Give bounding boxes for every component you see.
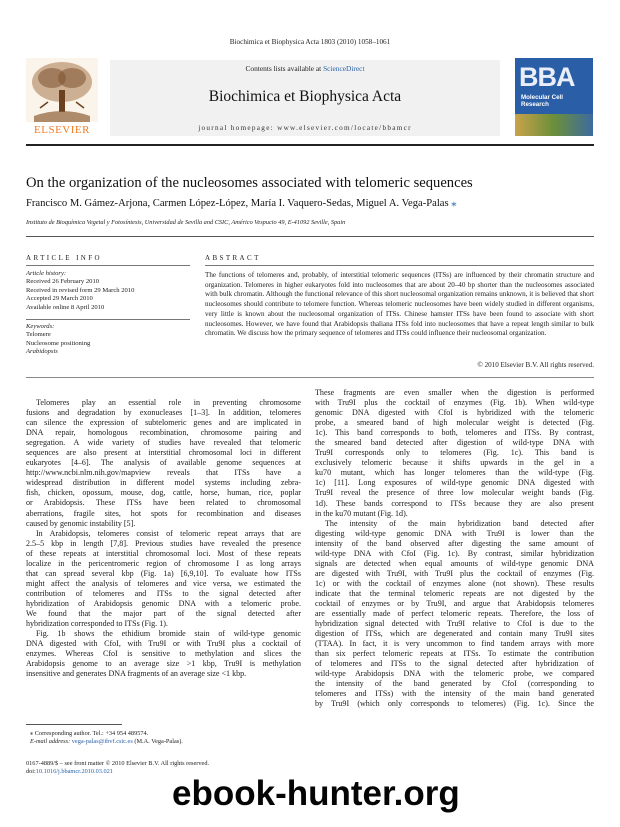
contents-line: [110, 64, 500, 73]
body-line-right: wild-type Arabidopsis DNA with the telomeric probe, we compared: [315, 669, 594, 679]
elsevier-wordmark: ELSEVIER: [34, 124, 90, 136]
article-history: [26, 270, 190, 312]
abstract-rule: [205, 265, 594, 266]
journal-homepage[interactable]: journal homepage: www.elsevier.com/locate/bbamcr: [198, 124, 412, 132]
sciencedirect-link[interactable]: ScienceDirect: [323, 64, 365, 73]
body-line-right: the intensity of the band generated by CfoI (corresponding to: [315, 679, 594, 689]
body-line-left: contribution of telomeres and ITSs to the signal detected after: [26, 588, 301, 598]
body-line-left: enzymes. Whereas CfoI is sensitive to methylation and slices the: [26, 649, 301, 659]
body-line-right: are digested with Tru9I, with Tru9I plus the cocktail of enzymes (Fig.: [315, 568, 594, 578]
body-line-right: Tru9I reveal the presence of three low molecular weight bands (Fig.: [315, 488, 594, 498]
body-line-right: the smeared band detected after digestion of wild-type DNA with: [315, 438, 594, 448]
body-line-right: digesting wild-type genomic DNA with Tru9I is lower than the: [315, 528, 594, 538]
cover-subtitle: Molecular Cell Research: [521, 94, 563, 108]
tree-icon: [26, 58, 98, 122]
body-line-right: exclusively telomeric because it shifts upwards in the gel in a: [315, 458, 594, 468]
author-list: [26, 197, 594, 209]
body-line-left: Arabidopsis genome to an average size >1 kbp, Tru9I is methylation: [26, 659, 301, 669]
body-line-right: intensity of the band observed after digesting the same amount of: [315, 538, 594, 548]
watermark: ebook-hunter.org: [172, 774, 460, 813]
history-label: Article history:: [26, 270, 67, 277]
body-line-left: eukaryotes [4–6]. The analysis of available genome sequences at: [26, 458, 301, 468]
title-rule: [26, 236, 594, 237]
body-line-left: segregation. A wide variety of studies have revealed that telomeric: [26, 438, 301, 448]
journal-name: Biochimica et Biophysica Acta: [208, 88, 402, 105]
body-line-right: are essentially made of perfect telomeric repeats. Therefore, the loss of: [315, 609, 594, 619]
keywords-label: Keywords:: [26, 323, 55, 330]
article-info-heading: ARTICLE INFO: [26, 254, 103, 262]
body-line-right: than six perfect telomeric repeats at ITSs. To estimate the contribution: [315, 649, 594, 659]
body-line-left: We found that the major part of the signal detected after: [26, 608, 301, 618]
keywords: [26, 323, 190, 357]
body-line-left: fish, chicken, opossum, mouse, dog, cattle, horse, human, rice, poplar: [26, 488, 301, 498]
body-line-left: widespread distribution in different model systems including zebra-: [26, 478, 301, 488]
running-head: Biochimica et Biophysica Acta 1803 (2010) 1058–1061: [229, 38, 391, 46]
keywords-rule: [26, 319, 190, 320]
body-line-right: of telomeres and ITSs to the signal detected after hybridization of: [315, 659, 594, 669]
abstract-heading: ABSTRACT: [205, 254, 261, 262]
body-line-left: can silence the expression of subtelomeric genes and are implicated in: [26, 418, 301, 428]
abstract-bottom-rule: [26, 377, 594, 378]
body-line-left: caused by genomic instability [5].: [26, 518, 136, 528]
body-line-left: DNA repair, homologous recombination, chromosome pairing and: [26, 428, 301, 438]
cover-title: BBA: [519, 62, 575, 92]
email-label: E-mail address:: [30, 738, 72, 745]
body-line-right: probe, a smeared band of high molecular weight is detected (Fig.: [315, 418, 594, 428]
affiliation: Instituto de Bioquímica Vegetal y Fotosíntesis, Universidad de Sevilla and CSIC, Américo Vespucio 49, E-41092 Seville, Spain: [26, 219, 346, 226]
history-revised: Received in revised form 29 March 2010: [26, 286, 135, 294]
email-suffix: (M.A. Vega-Palas).: [132, 738, 183, 745]
body-column-right: [315, 388, 594, 710]
body-line-right: These fragments are even smaller when the digestion is performed: [315, 388, 594, 397]
body-line-left: insensitive and generates DNA fragments of an average size <1 kbp.: [26, 669, 247, 679]
history-online: Available online 8 April 2010: [26, 303, 105, 311]
cover-image-band: [515, 114, 593, 136]
body-line-right: The intensity of the main hybridization band detected after: [325, 518, 594, 528]
article-title: On the organization of the nucleosomes associated with telomeric sequences: [26, 175, 473, 191]
keyword-1: Telomere: [26, 331, 51, 339]
body-line-left: 2.5–5 kbp in length [7,8]. Previous studies have revealed the presence: [26, 538, 301, 548]
body-line-right: 1c) [11]. Long exposures of wild-type genomic DNA digested with: [315, 478, 594, 488]
history-accepted: Accepted 29 March 2010: [26, 295, 93, 303]
footnote-rule: [26, 724, 122, 725]
abstract-text: The functions of telomeres and, probably, of interstitial telomeric sequences (ITSs) are influenced by their chromatin structure and organization. Telomeres in higher eukaryotes fold into nucleosomes that are about 20–40 bp shorter than the nucleosomes associated with bulk chromatin. Although the functional relevance of this short nucleosomal organization remains unknown, it is believed that short nucleosomes should contribute to telomere function. Whereas telomeric nucleosomes have been widely studied in different organisms, very little is known about the nucleosomal organization of ITSs. Chinese hamster ITSs have been found to associate with short nucleosomes. However, we have found that Arabidopsis thaliana ITSs fold into nucleosomes that have a repeat length similar to bulk chromatin. We discuss how the primary sequence of telomeres and ITSs could influence their nucleosomal organization.: [205, 271, 594, 338]
body-line-right: in the ku70 mutant (Fig. 1d).: [315, 508, 408, 518]
history-received: Received 26 February 2010: [26, 278, 100, 286]
body-line-left: sequences are also present at interstitial chromosomal loci in different: [26, 448, 301, 458]
body-line-right: wild-type DNA with CfoI (Fig. 1c). By contrast, similar hybridization: [315, 548, 594, 558]
body-line-right: indicate that the terminal telomeric repeats are not digested by the: [315, 588, 594, 598]
email-link[interactable]: vega-palas@ibvf.csic.es: [71, 738, 133, 745]
body-line-right: 1d). These bands correspond to ITSs because they are also present: [315, 498, 594, 508]
body-line-right: hybridization signal detected with Tru9I relative to CfoI is due to the: [315, 619, 594, 629]
body-line-left: hybridization corresponded to ITSs (Fig. 1).: [26, 619, 168, 629]
issn-line: 0167-4889/$ – see front matter © 2010 Elsevier B.V. All rights reserved.: [26, 760, 210, 767]
body-line-right: by Tru9I (which only corresponds to telomeres) (Fig. 1c). Since the: [315, 699, 594, 709]
body-line-right: digestion of ITSs, which are degenerated and contain many Tru9I sites: [315, 629, 594, 639]
footnotes: [30, 730, 300, 746]
journal-cover: [515, 58, 593, 136]
abstract-copyright: © 2010 Elsevier B.V. All rights reserved.: [477, 361, 594, 369]
body-line-right: Tru9I corresponds only to telomeres (Fig. 1c). This band is: [315, 448, 594, 458]
body-line-right: 1c). This band corresponds to both, telomeres and ITSs. By contrast,: [315, 428, 594, 438]
keyword-3: Arabidopsis: [26, 348, 58, 356]
body-line-left: aberrations, fragile sites, hot spots for recombination and diseases: [26, 508, 301, 518]
corresponding-author-mark[interactable]: ⁎: [451, 198, 457, 209]
body-line-left: fusions and degradation by exonucleases [1–3]. In addition, telomeres: [26, 408, 301, 418]
body-line-left: DNA digested with CfoI, with Tru9I or with Tru9I plus a cocktail of: [26, 639, 301, 649]
doi-prefix: doi:: [26, 768, 36, 775]
body-line-left: or Arabidopsis. These ITSs have been related to chromosomal: [26, 498, 301, 508]
body-line-left: localize in the pericentromeric region of chromosome I as long arrays: [26, 558, 301, 568]
keyword-2: Nucleosome positioning: [26, 339, 91, 347]
body-line-left: Telomeres play an essential role in preventing chromosome: [36, 398, 301, 407]
body-column-left: [26, 398, 301, 679]
header-rule: [26, 144, 594, 146]
contents-prefix: Contents lists available at: [245, 64, 324, 73]
body-line-left: that can spread several kbp (Fig. 1a) [6,9,10]. To evaluate how ITSs: [26, 568, 301, 578]
corresponding-author-note: ⁎ Corresponding author. Tel.: +34 954 489574.: [30, 730, 149, 737]
body-line-left: hybridization of Arabidopsis genomic DNA with a telomeric probe.: [26, 598, 301, 608]
body-line-right: 1c) or with the cocktail of enzymes alone (not shown). These results: [315, 578, 594, 588]
body-line-right: cocktail of enzymes or by Tru9I, and argue that Arabidopsis telomeres: [315, 598, 594, 608]
body-line-right: telomeres and ITSs) with the intensity of the main band generated: [315, 689, 594, 699]
body-line-left: In Arabidopsis, telomeres consist of telomeric repeat arrays that are: [36, 528, 301, 538]
body-line-right: with Tru9I plus the cocktail of enzymes (Fig. 1b). When wild-type: [315, 398, 594, 408]
author-names: Francisco M. Gámez-Arjona, Carmen López-López, María I. Vaquero-Sedas, Miguel A. Vega-Palas: [26, 198, 449, 209]
body-line-left: Fig. 1b shows the ethidium bromide stain of wild-type genomic: [36, 629, 301, 639]
body-line-left: http://www.ncbi.nlm.nih.gov/mapview reveals that ITSs have a: [26, 468, 301, 478]
body-line-left: might affect the analysis of telomeres and vice versa, we estimated the: [26, 578, 301, 588]
body-line-right: ku70 mutant, which has longer telomeres than the wild-type (Fig.: [315, 468, 594, 478]
body-line-right: (TTAA). In fact, it is very uncommon to find tandem arrays with more: [315, 639, 594, 649]
body-line-left: of these repeats at interstitial chromosomal loci. Most of these repeats: [26, 548, 301, 558]
body-line-right: genomic DNA digested with CfoI is hybridized with the telomeric: [315, 408, 594, 418]
email-note: [30, 738, 300, 746]
article-info-rule: [26, 265, 190, 266]
doi-link[interactable]: 10.1016/j.bbamcr.2010.03.021: [35, 768, 113, 775]
body-line-right: signals are detected when equal amounts of wild-type genomic DNA: [315, 558, 594, 568]
